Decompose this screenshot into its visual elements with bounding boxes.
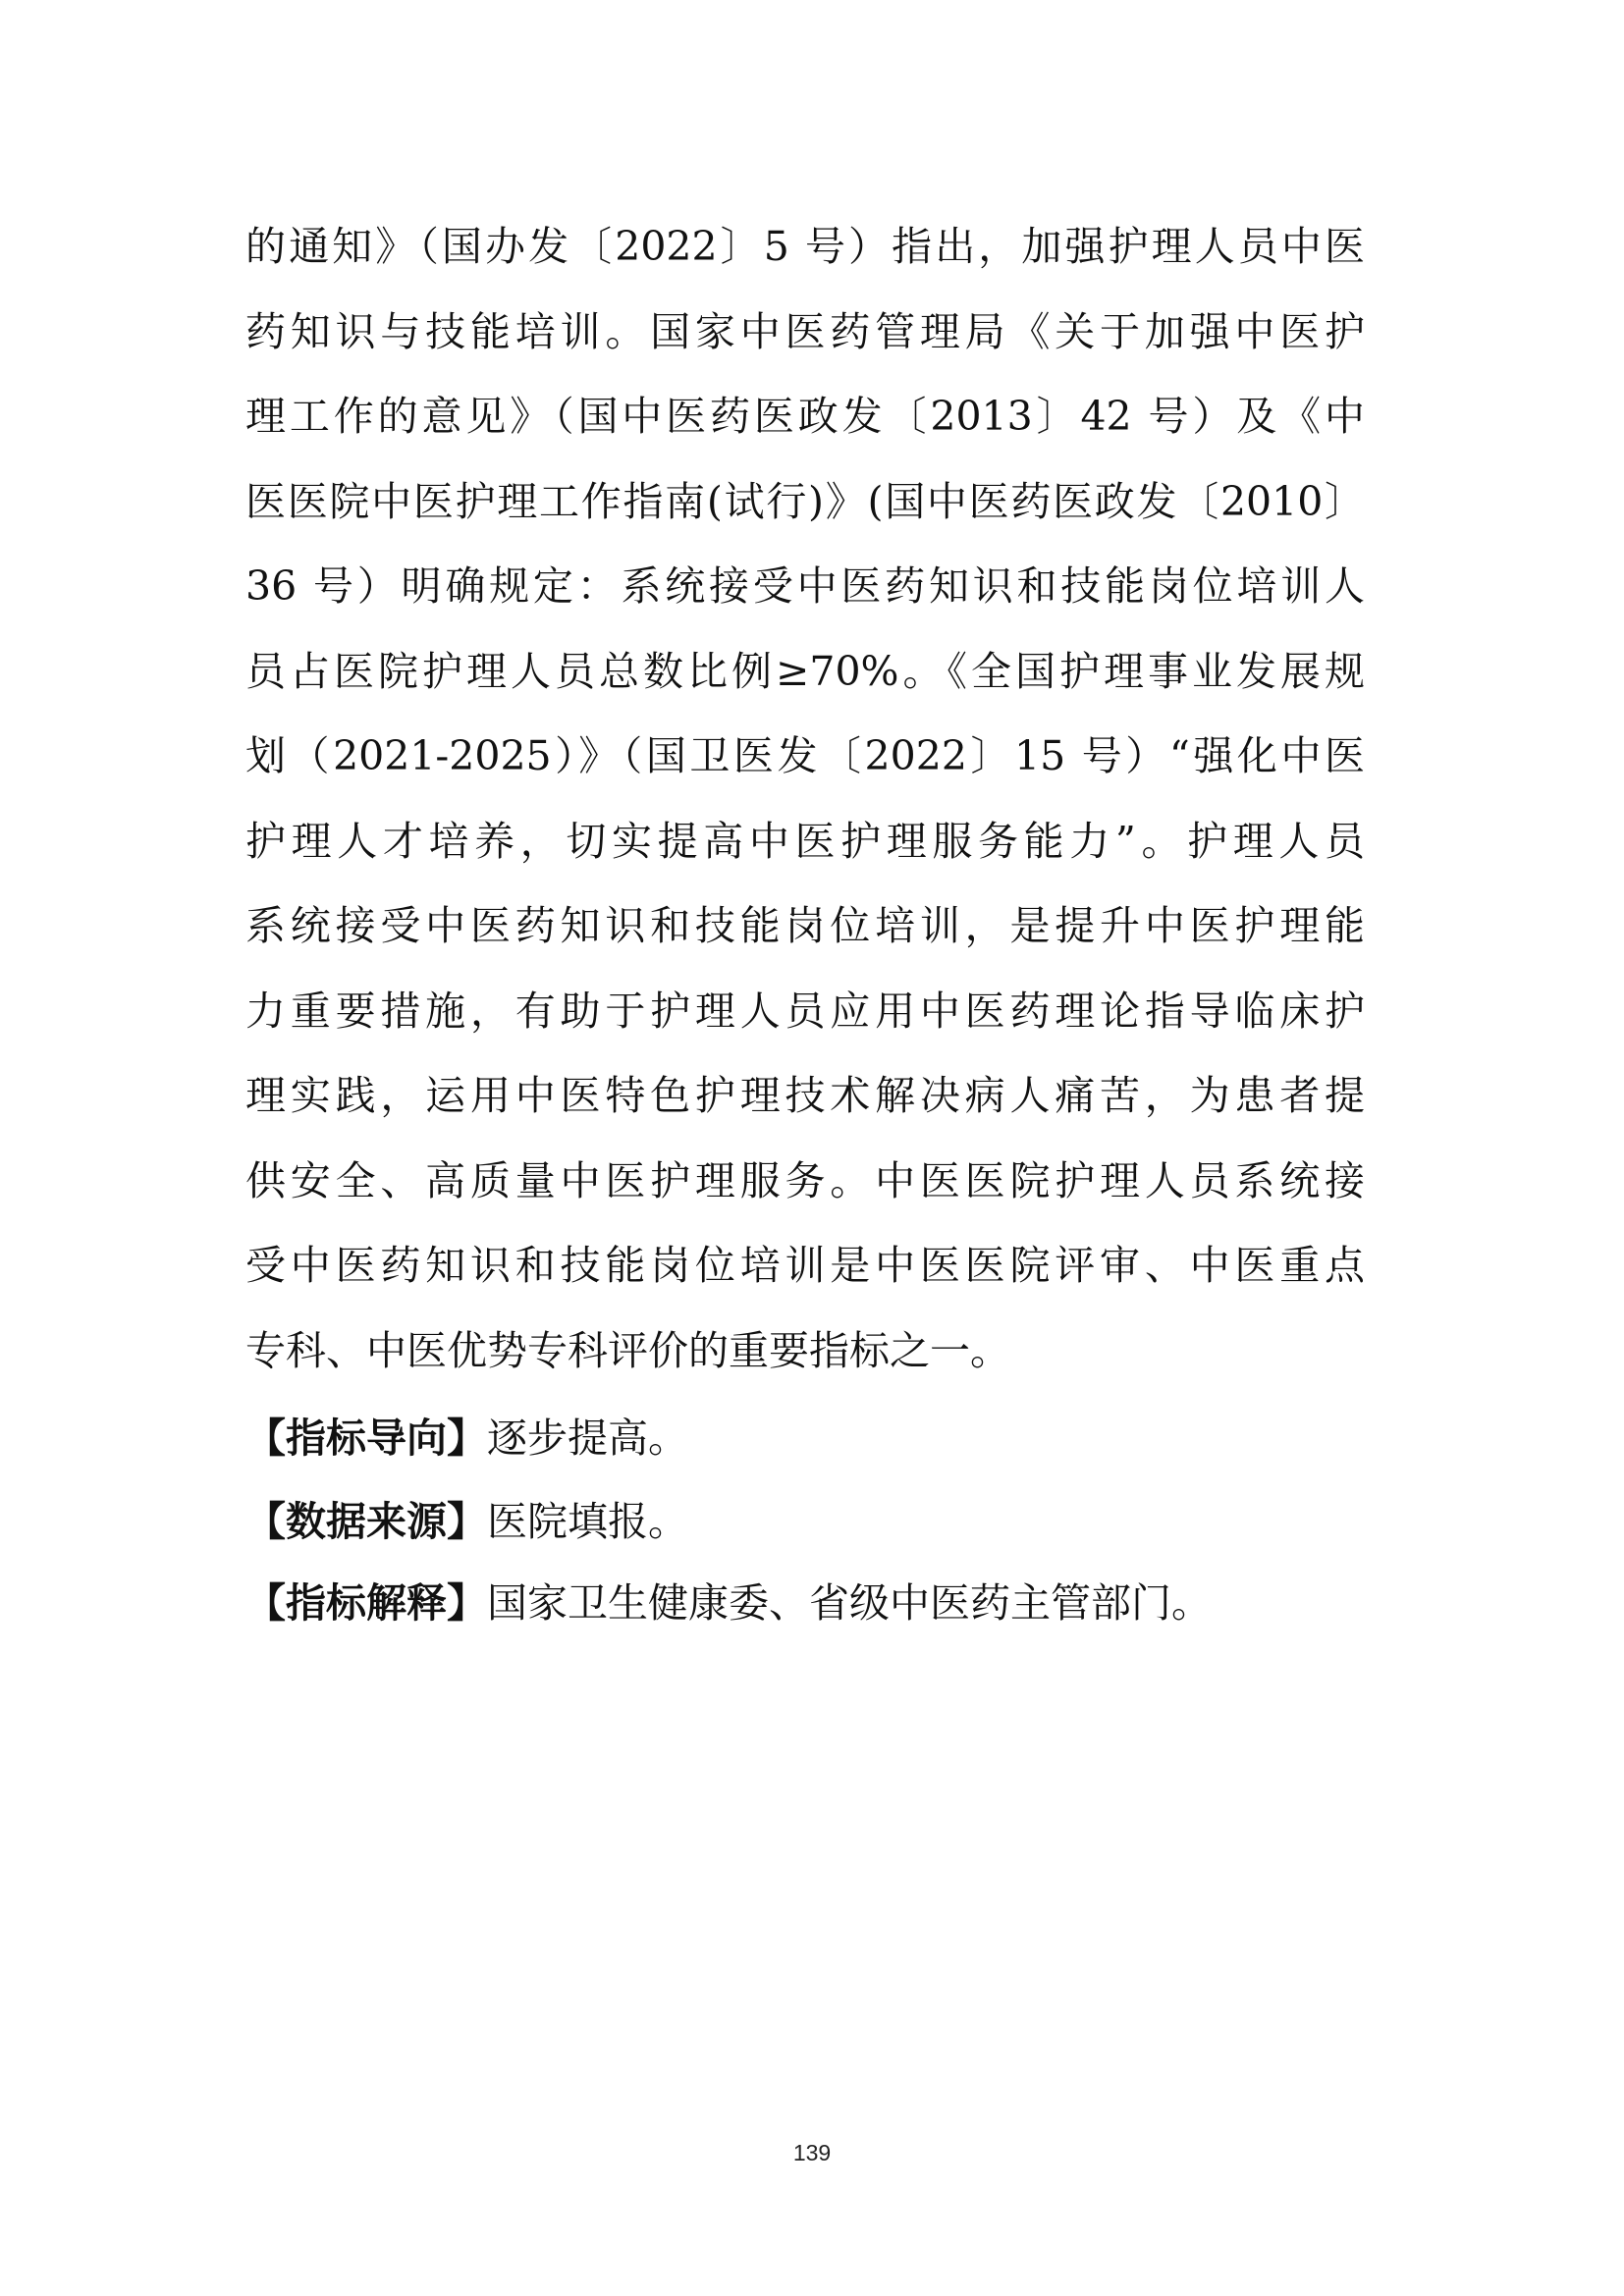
indicator-direction-label: 【指标导向】 [245,1415,487,1462]
paragraph-line: 理实践，运用中医特色护理技术解决病人痛苦，为患者提 [245,1072,1365,1119]
paragraph-line: 受中医药知识和技能岗位培训是中医医院评审、中医重点 [245,1242,1365,1289]
paragraph-line: 药知识与技能培训。国家中医药管理局《关于加强中医护 [245,307,1365,355]
indicator-direction [245,1404,1365,1472]
paragraph-line: 专科、中医优势专科评价的重要指标之一。 [245,1326,1010,1374]
paragraph-line: 力重要措施，有助于护理人员应用中医药理论指导临床护 [245,987,1365,1035]
paragraph-line: 医医院中医护理工作指南(试行)》(国中医药医政发〔2010〕 [245,477,1365,525]
indicator-explanation-value: 国家卫生健康委、省级中医药主管部门。 [487,1579,1212,1627]
indicator-explanation-label: 【指标解释】 [245,1579,487,1627]
page-number: 139 [792,2140,832,2165]
paragraph-line: 划（2021-2025）》（国卫医发〔2022〕15 号）“强化中医 [245,732,1365,779]
indicator-direction-value: 逐步提高。 [487,1415,688,1462]
data-source [245,1487,1365,1556]
data-source-value: 医院填报。 [487,1498,688,1545]
paragraph-line: 的通知》（国办发〔2022〕5 号）指出，加强护理人员中医 [245,223,1365,270]
indicator-explanation [245,1569,1365,1637]
paragraph-line: 护理人才培养，切实提高中医护理服务能力”。护理人员 [245,817,1365,865]
paragraph-line: 系统接受中医药知识和技能岗位培训，是提升中医护理能 [245,902,1365,949]
paragraph-line: 供安全、高质量中医护理服务。中医医院护理人员系统接 [245,1156,1365,1204]
paragraph-line: 36 号）明确规定：系统接受中医药知识和技能岗位培训人 [245,562,1365,610]
paragraph-line: 理工作的意见》（国中医药医政发〔2013〕42 号）及《中 [245,393,1365,440]
data-source-label: 【数据来源】 [245,1498,487,1545]
body-paragraph [245,204,1365,1393]
paragraph-line: 员占医院护理人员总数比例≥70%。《全国护理事业发展规 [245,647,1365,695]
